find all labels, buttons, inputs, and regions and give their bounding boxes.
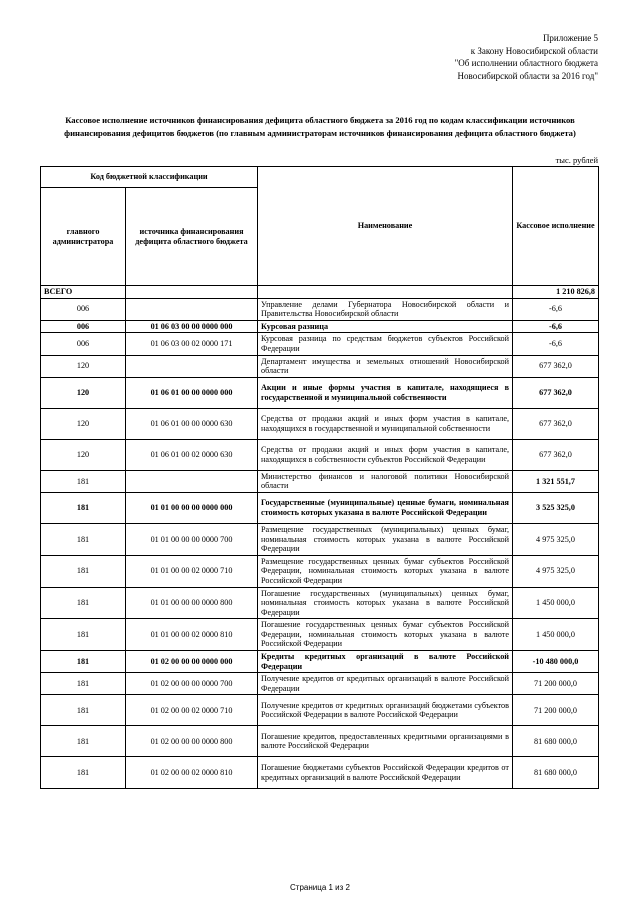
table-row: [41, 298, 599, 320]
cell-name: [258, 286, 513, 299]
cell-amount: 677 362,0: [513, 439, 599, 470]
cell-admin: 120: [41, 355, 126, 377]
table-row: [41, 439, 599, 470]
cell-amount: 1 450 000,0: [513, 619, 599, 651]
cell-source-code: 01 06 01 00 00 0000 000: [126, 377, 258, 408]
table-row: [41, 673, 599, 695]
cell-amount: -6,6: [513, 320, 599, 333]
cell-name: Погашение государственных (муниципальных) ценных бумаг, номинальная стоимость которых указана в валюте Российской Федерации: [258, 587, 513, 619]
table-body: [41, 286, 599, 789]
header-amount: Кассовое исполнение: [513, 167, 599, 286]
cell-admin: 120: [41, 439, 126, 470]
cell-amount: -10 480 000,0: [513, 651, 599, 673]
cell-name: Средства от продажи акций и иных форм участия в капитале, находящихся в собственности субъектов Российской Федерации: [258, 439, 513, 470]
cell-admin: 181: [41, 523, 126, 555]
cell-amount: 677 362,0: [513, 355, 599, 377]
cell-admin: 181: [41, 757, 126, 789]
cell-name: Управление делами Губернатора Новосибирской области и Правительства Новосибирской области: [258, 298, 513, 320]
cell-amount: 81 680 000,0: [513, 757, 599, 789]
cell-source-code: [126, 355, 258, 377]
table-row: [41, 619, 599, 651]
cell-admin: 181: [41, 673, 126, 695]
cell-admin: 181: [41, 651, 126, 673]
cell-source-code: 01 01 00 00 00 0000 700: [126, 523, 258, 555]
appendix-line: "Об исполнении областного бюджета: [454, 58, 598, 68]
cell-source-code: 01 06 01 00 00 0000 630: [126, 408, 258, 439]
table-row: [41, 695, 599, 726]
cell-admin: 006: [41, 320, 126, 333]
cell-admin: 006: [41, 298, 126, 320]
cell-admin: 120: [41, 377, 126, 408]
table-row: [41, 651, 599, 673]
cell-amount: 1 450 000,0: [513, 587, 599, 619]
cell-amount: 4 975 325,0: [513, 523, 599, 555]
header-code-group: Код бюджетной классификации: [41, 167, 258, 188]
cell-name: Акции и иные формы участия в капитале, находящиеся в государственной и муниципальной собственности: [258, 377, 513, 408]
cell-source-code: [126, 286, 258, 299]
cell-admin: 006: [41, 333, 126, 355]
cell-source-code: 01 06 03 00 00 0000 000: [126, 320, 258, 333]
cell-source-code: 01 02 00 00 00 0000 000: [126, 651, 258, 673]
cell-name: Погашение кредитов, предоставленных кредитными организациями в валюте Российской Федерации: [258, 726, 513, 757]
cell-source-code: [126, 298, 258, 320]
cell-name: Средства от продажи акций и иных форм участия в капитале, находящихся в государственной и муниципальной собственности: [258, 408, 513, 439]
units-label: тыс. рублей: [555, 155, 598, 165]
cell-source-code: 01 06 01 00 02 0000 630: [126, 439, 258, 470]
appendix-line: к Закону Новосибирской области: [470, 45, 598, 56]
cell-amount: 677 362,0: [513, 377, 599, 408]
header-name: Наименование: [258, 167, 513, 286]
cell-admin: 181: [41, 695, 126, 726]
total-row: [41, 286, 599, 299]
table-row: [41, 757, 599, 789]
appendix-line: Новосибирской области за 2016 год": [457, 70, 598, 81]
cell-admin: 181: [41, 587, 126, 619]
cell-source-code: 01 06 03 00 02 0000 171: [126, 333, 258, 355]
cell-name: Департамент имущества и земельных отношений Новосибирской области: [258, 355, 513, 377]
cell-name: Погашение государственных ценных бумаг субъектов Российской Федерации, номинальная стоимость которых указана в валюте Российской Федерации: [258, 619, 513, 651]
cell-name: Погашение бюджетами субъектов Российской Федерации кредитов от кредитных организаций в валюте Российской Федерации: [258, 757, 513, 789]
appendix-block: [298, 32, 598, 82]
cell-admin: 120: [41, 408, 126, 439]
cell-source-code: 01 01 00 00 02 0000 810: [126, 619, 258, 651]
cell-source-code: 01 01 00 00 00 0000 800: [126, 587, 258, 619]
table-row: [41, 492, 599, 523]
cell-amount: 1 210 826,8: [513, 286, 599, 299]
execution-table: [40, 166, 599, 789]
cell-admin: 181: [41, 492, 126, 523]
table-row: [41, 333, 599, 355]
table-row: [41, 320, 599, 333]
table-row: [41, 377, 599, 408]
cell-amount: 71 200 000,0: [513, 695, 599, 726]
table-row: [41, 726, 599, 757]
cell-source-code: [126, 470, 258, 492]
cell-source-code: 01 01 00 00 02 0000 710: [126, 555, 258, 587]
cell-admin: 181: [41, 619, 126, 651]
document-title: Кассовое исполнение источников финансирования дефицита областного бюджета за 2016 год по кодам классификации источников финансирования дефицитов бюджетов (по главным администраторам источников финансирования дефицита областного бюджета): [64, 115, 576, 138]
cell-admin: 181: [41, 726, 126, 757]
cell-amount: 71 200 000,0: [513, 673, 599, 695]
cell-name: Курсовая разница по средствам бюджетов субъектов Российской Федерации: [258, 333, 513, 355]
header-admin: главного администратора: [41, 188, 126, 286]
cell-amount: 3 525 325,0: [513, 492, 599, 523]
cell-name: Министерство финансов и налоговой политики Новосибирской области: [258, 470, 513, 492]
table-row: [41, 587, 599, 619]
cell-source-code: 01 02 00 00 00 0000 800: [126, 726, 258, 757]
table-row: [41, 523, 599, 555]
cell-amount: 1 321 551,7: [513, 470, 599, 492]
header-source: источника финансирования дефицита областного бюджета: [126, 188, 258, 286]
cell-name: Размещение государственных (муниципальных) ценных бумаг, номинальная стоимость которых указана в валюте Российской Федерации: [258, 523, 513, 555]
cell-amount: 81 680 000,0: [513, 726, 599, 757]
cell-source-code: 01 02 00 00 00 0000 700: [126, 673, 258, 695]
cell-source-code: 01 02 00 00 02 0000 710: [126, 695, 258, 726]
table-row: [41, 555, 599, 587]
table-row: [41, 408, 599, 439]
cell-name: Получение кредитов от кредитных организаций бюджетами субъектов Российской Федерации в валюте Российской Федерации: [258, 695, 513, 726]
cell-source-code: 01 01 00 00 00 0000 000: [126, 492, 258, 523]
cell-admin: 181: [41, 470, 126, 492]
cell-amount: -6,6: [513, 298, 599, 320]
cell-amount: 4 975 325,0: [513, 555, 599, 587]
cell-amount: 677 362,0: [513, 408, 599, 439]
cell-name: Кредиты кредитных организаций в валюте Российской Федерации: [258, 651, 513, 673]
table-row: [41, 355, 599, 377]
cell-admin: 181: [41, 555, 126, 587]
cell-source-code: 01 02 00 00 02 0000 810: [126, 757, 258, 789]
page-footer: Страница 1 из 2: [290, 883, 350, 892]
cell-amount: -6,6: [513, 333, 599, 355]
cell-name: Государственные (муниципальные) ценные бумаги, номинальная стоимость которых указана в валюте Российской Федерации: [258, 492, 513, 523]
table-row: [41, 470, 599, 492]
cell-admin: ВСЕГО: [41, 286, 126, 299]
cell-name: Размещение государственных ценных бумаг субъектов Российской Федерации, номинальная стоимость которых указана в валюте Российской Федерации: [258, 555, 513, 587]
cell-name: Получение кредитов от кредитных организаций в валюте Российской Федерации: [258, 673, 513, 695]
cell-name: Курсовая разница: [258, 320, 513, 333]
appendix-line: Приложение 5: [542, 33, 598, 43]
